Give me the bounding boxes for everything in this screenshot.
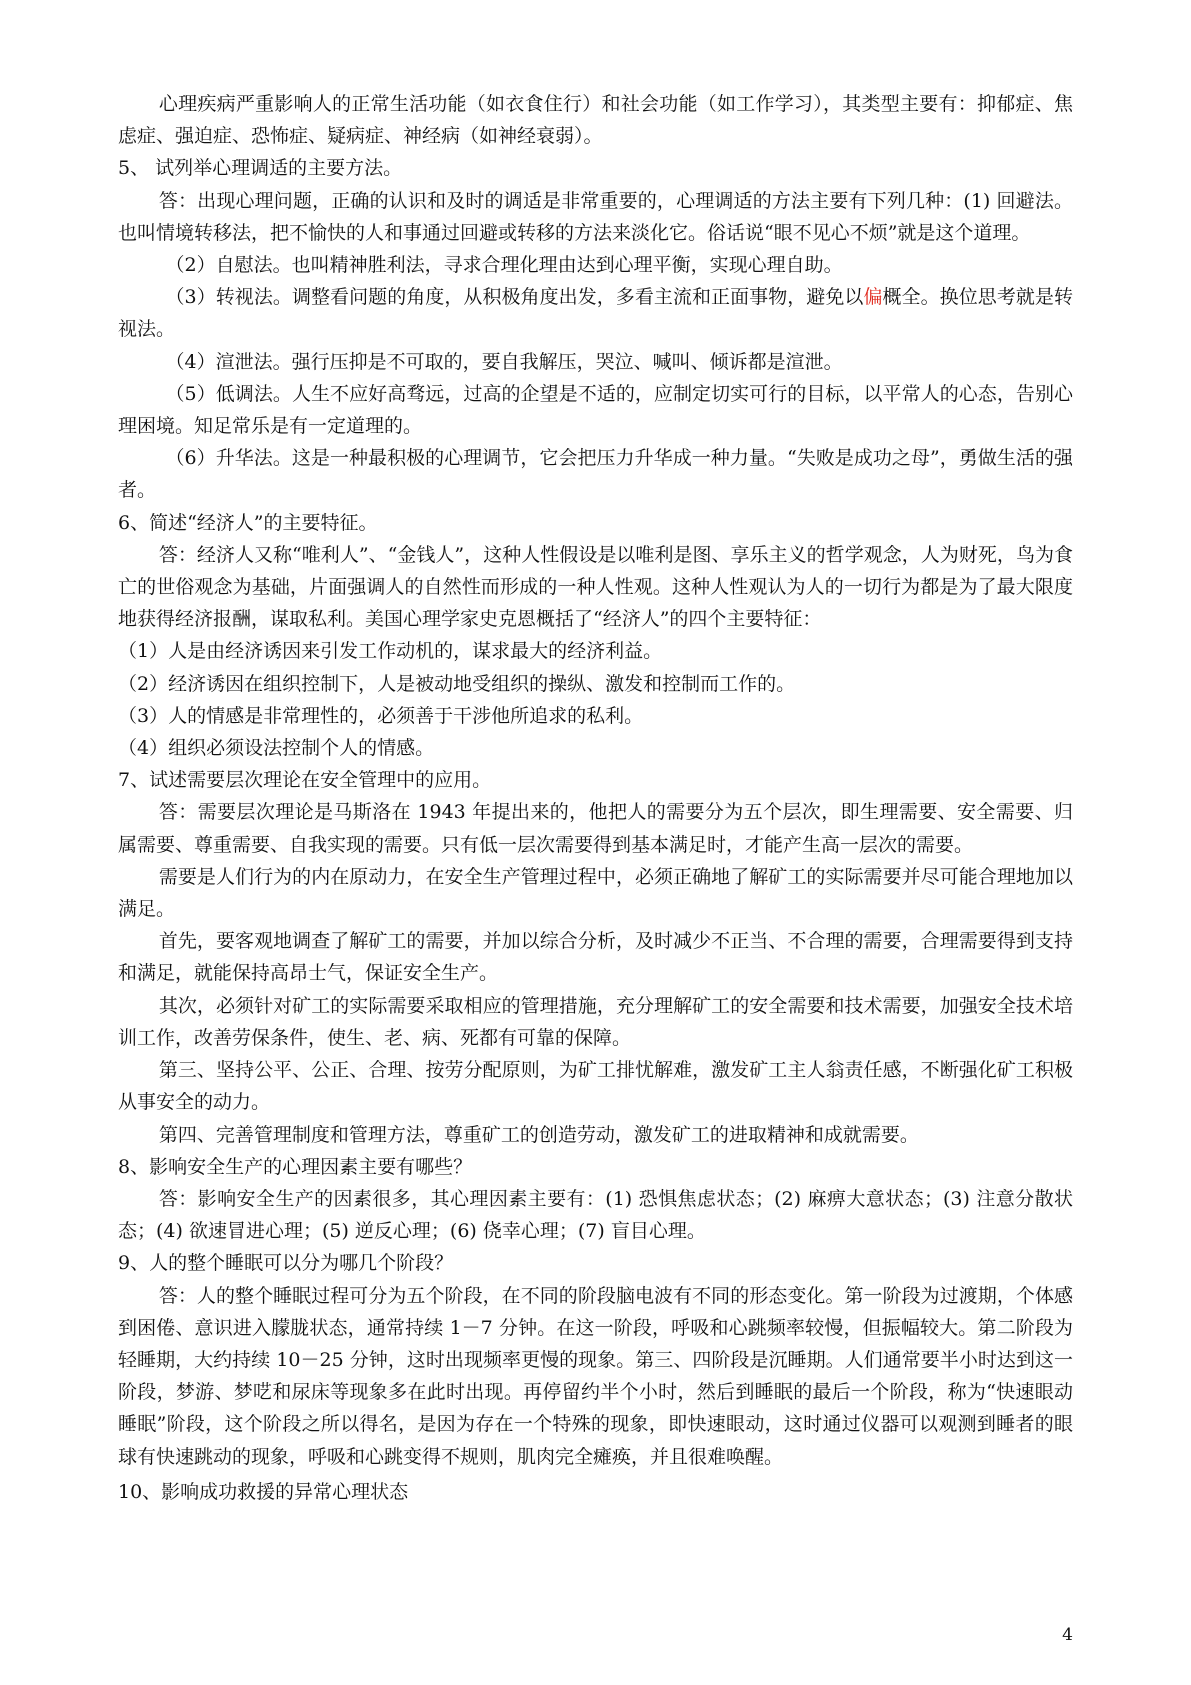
question-5: 5、 试列举心理调适的主要方法。: [118, 157, 403, 180]
answer-7-para-6: 第四、完善管理制度和管理方法，尊重矿工的创造劳动，激发矿工的进取精神和成就需要。: [158, 1123, 919, 1146]
answer-9: 答：人的整个睡眠过程可分为五个阶段，在不同的阶段脑电波有不同的形态变化。第一阶段为过渡期，个体感到困倦、意识进入朦胧状态，通常持续 1－7 分钟。在这一阶段，呼吸和心跳频率较慢，但振幅较大。第二阶段为轻睡期，大约持续 10－25 分钟，这时出现频率更慢的现象。第三、四阶段是沉睡期。人们通常要半小时达到这一阶段，梦游、梦呓和尿床等现象多在此时出现。再停留约半个小时，然后到睡眠的最后一个阶段，称为“快速眼动睡眠”阶段，这个阶段之所以得名，是因为存在一个特殊的现象，即快速眼动，这时通过仪器可以观测到睡者的眼球有快速跳动的现象，呼吸和心跳变得不规则，肌肉完全瘫痪，并且很难唤醒。: [118, 1284, 1073, 1468]
answer-7-para-4: 其次，必须针对矿工的实际需要采取相应的管理措施，充分理解矿工的安全需要和技术需要，加强安全技术培训工作，改善劳保条件，使生、老、病、死都有可靠的保障。: [118, 994, 1073, 1049]
answer-8: 答：影响安全生产的因素很多，其心理因素主要有：(1) 恐惧焦虑状态；(2) 麻痹大意状态；(3) 注意分散状态；(4) 欲速冒进心理；(5) 逆反心理；(6) 侥幸心理；(7) 盲目心理。: [118, 1187, 1073, 1243]
answer-7-para-5: 第三、坚持公平、公正、合理、按劳分配原则，为矿工排忧解难，激发矿工主人翁责任感，不断强化矿工积极从事安全的动力。: [118, 1059, 1073, 1114]
answer-6-item-4: （4）组织必须设法控制个人的情感。: [118, 737, 435, 760]
question-10: 10、影响成功救援的异常心理状态: [118, 1480, 409, 1503]
question-8: 8、影响安全生产的心理因素主要有哪些？: [118, 1155, 473, 1178]
answer-5-item-3-text-end: 概全。换位思考就是转视法。: [118, 286, 1073, 341]
page-number: 4: [1062, 1625, 1073, 1645]
answer-7-para-1: 答：需要层次理论是马斯洛在 1943 年提出来的，他把人的需要分为五个层次，即生理需要、安全需要、归属需要、尊重需要、自我实现的需要。只有低一层次需要得到基本满足时，才能产生高一层次的需要。: [118, 801, 1073, 856]
answer-5-item-3: [118, 281, 1073, 345]
answer-5-item-2: （2）自慰法。也叫精神胜利法，寻求合理化理由达到心理平衡，实现心理自助。: [165, 254, 843, 277]
answer-5-item-3-text: （3）转视法。调整看问题的角度，从积极角度出发，多看主流和正面事物，避免以: [165, 286, 864, 309]
highlighted-character: 偏: [863, 286, 883, 309]
answer-6-item-2: （2）经济诱因在组织控制下，人是被动地受组织的操纵、激发和控制而工作的。: [118, 672, 796, 695]
answer-6-intro: 答：经济人又称“唯利人”、“金钱人”，这种人性假设是以唯利是图、享乐主义的哲学观念，人为财死，鸟为食亡的世俗观念为基础，片面强调人的自然性而形成的一种人性观。这种人性观认为人的一切行为都是为了最大限度地获得经济报酬，谋取私利。美国心理学家史克恩概括了“经济人”的四个主要特征：: [118, 543, 1073, 631]
answer-6-item-3: （3）人的情感是非常理性的，必须善于干涉他所追求的私利。: [118, 704, 644, 727]
answer-5-item-5: （5）低调法。人生不应好高骛远，过高的企望是不适的，应制定切实可行的目标，以平常人的心态，告别心理困境。知足常乐是有一定道理的。: [118, 382, 1073, 438]
question-9: 9、人的整个睡眠可以分为哪几个阶段？: [118, 1252, 454, 1275]
answer-5-intro: 答：出现心理问题，正确的认识和及时的调适是非常重要的，心理调适的方法主要有下列几种：(1) 回避法。也叫情境转移法，把不愉快的人和事通过回避或转移的方法来淡化它。俗话说“眼不见心不烦”就是这个道理。: [118, 189, 1073, 244]
question-7: 7、试述需要层次理论在安全管理中的应用。: [118, 769, 492, 792]
answer-7-para-3: 首先，要客观地调查了解矿工的需要，并加以综合分析，及时减少不正当、不合理的需要，合理需要得到支持和满足，就能保持高昂士气，保证安全生产。: [118, 930, 1073, 985]
answer-5-item-6: （6）升华法。这是一种最积极的心理调节，它会把压力升华成一种力量。“失败是成功之母”，勇做生活的强者。: [118, 447, 1073, 502]
answer-6-item-1: （1）人是由经济诱因来引发工作动机的，谋求最大的经济利益。: [118, 640, 663, 663]
answer-7-para-2: 需要是人们行为的内在原动力，在安全生产管理过程中，必须正确地了解矿工的实际需要并尽可能合理地加以满足。: [118, 865, 1073, 921]
answer-5-item-4: （4）渲泄法。强行压抑是不可取的，要自我解压，哭泣、喊叫、倾诉都是渲泄。: [165, 350, 843, 373]
document-body: [118, 88, 1073, 1508]
question-6: 6、简述“经济人”的主要特征。: [118, 511, 378, 534]
paragraph-mental-illness: 心理疾病严重影响人的正常生活功能（如衣食住行）和社会功能（如工作学习），其类型主要有：抑郁症、焦虑症、强迫症、恐怖症、疑病症、神经病（如神经衰弱）。: [118, 93, 1073, 148]
